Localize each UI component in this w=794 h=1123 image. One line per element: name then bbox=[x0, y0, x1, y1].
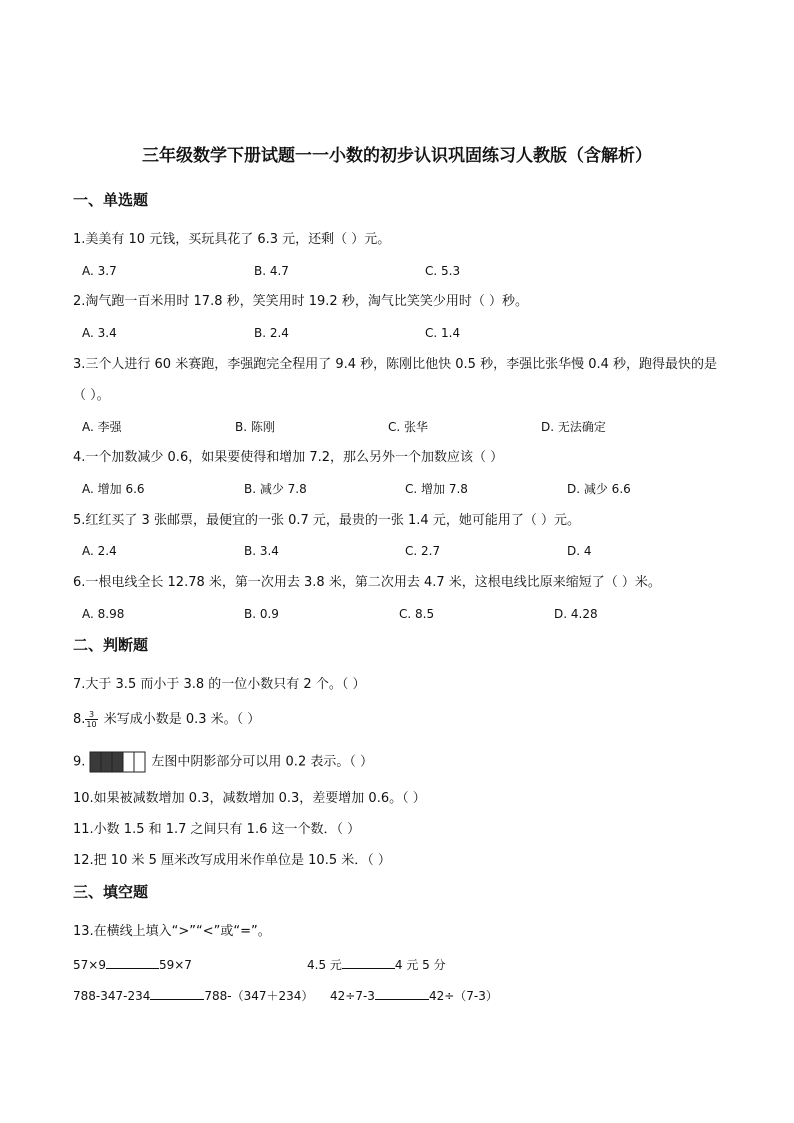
question-10: 10.如果被减数增加 0.3，减数增加 0.3，差要增加 0.6。（ ） bbox=[73, 791, 426, 806]
option-a[interactable]: A. 李强 bbox=[82, 420, 122, 434]
question-11: 11.小数 1.5 和 1.7 之间只有 1.6 这一个数．（ ） bbox=[73, 822, 361, 837]
question-8 bbox=[73, 710, 260, 730]
option-c[interactable]: C. 2.7 bbox=[405, 544, 441, 558]
grid-cell-empty bbox=[134, 752, 145, 772]
right-expression: 4 元 5 分 bbox=[394, 958, 446, 972]
option-a[interactable]: A. 3.7 bbox=[82, 264, 117, 278]
option-b[interactable]: B. 减少 7.8 bbox=[244, 482, 307, 496]
option-c[interactable]: C. 增加 7.8 bbox=[405, 482, 468, 496]
answer-blank[interactable] bbox=[342, 954, 395, 969]
question-9-text: 左图中阴影部分可以用 0.2 表示。（ ） bbox=[151, 754, 373, 770]
page-title: 三年级数学下册试题一一小数的初步认识巩固练习人教版（含解析） bbox=[142, 146, 652, 166]
left-expression: 788-347-234 bbox=[73, 989, 151, 1003]
question-1: 1.美美有 10 元钱，买玩具花了 6.3 元，还剩（ ）元。 bbox=[73, 232, 391, 247]
question-5: 5.红红买了 3 张邮票，最便宜的一张 0.7 元，最贵的一张 1.4 元，她可能用了（ ）元。 bbox=[73, 513, 580, 528]
option-c[interactable]: C. 张华 bbox=[388, 420, 429, 434]
right-expression: 788-（347＋234） bbox=[204, 989, 314, 1003]
fraction-numerator: 3 bbox=[85, 710, 97, 720]
grid-cell-shaded bbox=[112, 752, 123, 772]
question-2: 2.淘气跑一百米用时 17.8 秒，笑笑用时 19.2 秒，淘气比笑笑少用时（ ）秒。 bbox=[73, 294, 528, 309]
question-7: 7.大于 3.5 而小于 3.8 的一位小数只有 2 个。（ ） bbox=[73, 677, 366, 692]
option-c[interactable]: C. 5.3 bbox=[425, 264, 461, 278]
left-expression: 57×9 bbox=[73, 958, 106, 972]
decimal-grid-figure bbox=[89, 751, 149, 773]
option-a[interactable]: A. 2.4 bbox=[82, 544, 117, 558]
right-expression: 59×7 bbox=[158, 958, 192, 972]
fraction bbox=[85, 710, 97, 729]
left-expression: 42÷7-3 bbox=[330, 989, 375, 1003]
question-3: 3.三个人进行 60 米赛跑，李强跑完全程用了 9.4 秒，陈刚比他快 0.5 秒，李强比张华慢 0.4 秒，跑得最快的是（ ）。 bbox=[73, 357, 718, 403]
option-a[interactable]: A. 8.98 bbox=[82, 607, 125, 621]
fraction-denominator: 10 bbox=[86, 720, 97, 729]
question-6: 6.一根电线全长 12.78 米，第一次用去 3.8 米，第二次用去 4.7 米，这根电线比原来缩短了（ ）米。 bbox=[73, 575, 661, 590]
option-d[interactable]: D. 无法确定 bbox=[541, 420, 606, 434]
grid-cell-empty bbox=[123, 752, 134, 772]
comparison-1a bbox=[73, 954, 192, 975]
option-d[interactable]: D. 4 bbox=[567, 544, 592, 558]
question-8-prefix: 8. bbox=[73, 712, 86, 727]
option-b[interactable]: B. 2.4 bbox=[254, 326, 289, 340]
option-c[interactable]: C. 1.4 bbox=[425, 326, 461, 340]
comparison-2a bbox=[73, 985, 313, 1006]
option-b[interactable]: B. 4.7 bbox=[254, 264, 289, 278]
option-b[interactable]: B. 陈刚 bbox=[235, 420, 275, 434]
answer-blank[interactable] bbox=[150, 985, 204, 1000]
right-expression: 42÷（7-3） bbox=[428, 989, 498, 1003]
option-b[interactable]: B. 0.9 bbox=[244, 607, 279, 621]
option-d[interactable]: D. 减少 6.6 bbox=[567, 482, 631, 496]
grid-cell-shaded bbox=[101, 752, 112, 772]
section-heading-fill-blank: 三、填空题 bbox=[73, 883, 149, 901]
question-9-prefix: 9. bbox=[73, 754, 86, 770]
question-4: 4.一个加数减少 0.6，如果要使得和增加 7.2，那么另外一个加数应该（ ） bbox=[73, 450, 504, 465]
question-9 bbox=[73, 751, 373, 773]
answer-blank[interactable] bbox=[375, 985, 429, 1000]
question-12: 12.把 10 米 5 厘米改写成用米作单位是 10.5 米．（ ） bbox=[73, 853, 391, 868]
left-expression: 4.5 元 bbox=[307, 958, 342, 972]
option-a[interactable]: A. 3.4 bbox=[82, 326, 117, 340]
option-a[interactable]: A. 增加 6.6 bbox=[82, 482, 145, 496]
question-13: 13.在横线上填入“>”“<”或“=”。 bbox=[73, 924, 271, 939]
section-heading-single-choice: 一、单选题 bbox=[73, 191, 149, 209]
comparison-1b bbox=[307, 954, 446, 975]
option-c[interactable]: C. 8.5 bbox=[399, 607, 435, 621]
grid-cell-shaded bbox=[90, 752, 101, 772]
question-8-text: 米写成小数是 0.3 米。（ ） bbox=[99, 712, 261, 727]
comparison-2b bbox=[330, 985, 498, 1006]
option-b[interactable]: B. 3.4 bbox=[244, 544, 279, 558]
answer-blank[interactable] bbox=[106, 954, 159, 969]
section-heading-true-false: 二、判断题 bbox=[73, 636, 149, 654]
option-d[interactable]: D. 4.28 bbox=[554, 607, 598, 621]
